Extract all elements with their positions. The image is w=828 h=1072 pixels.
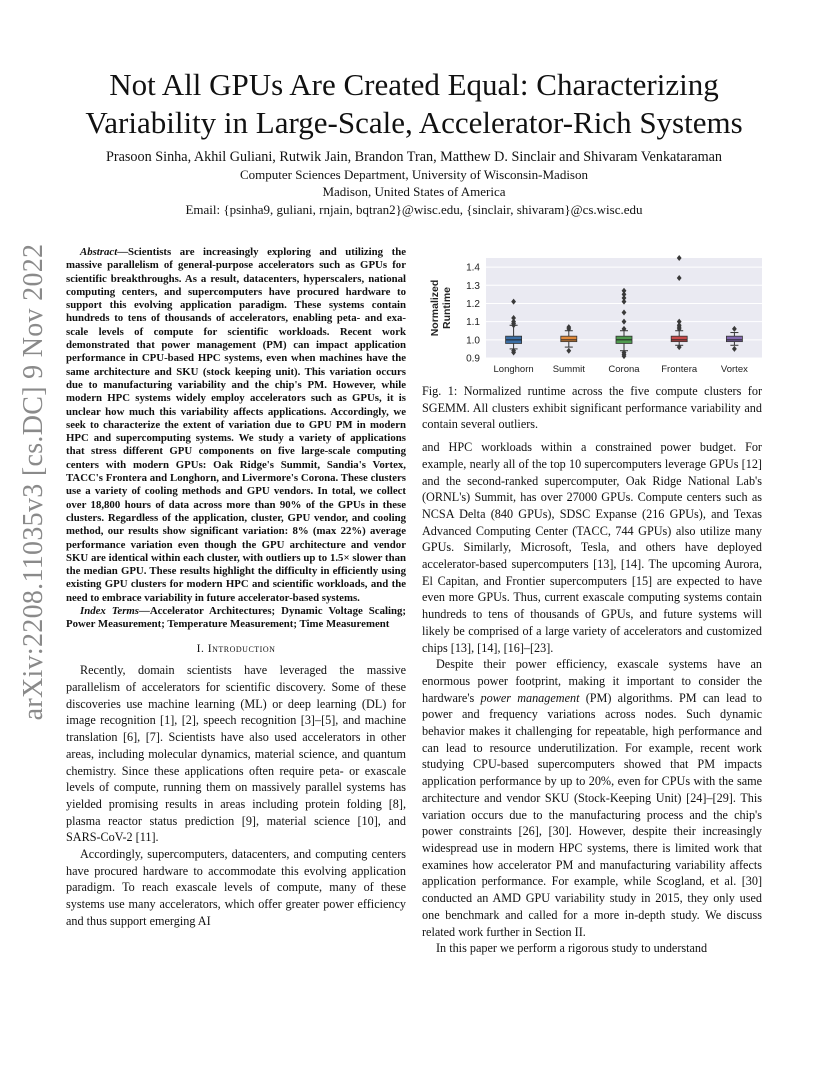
x-tick-label-longhorn: Longhorn [493, 364, 534, 375]
right-paragraph-2 [422, 656, 762, 940]
affiliation-department: Computer Sciences Department, University of Wisconsin-Madison [239, 167, 588, 182]
y-tick-label: 1.3 [466, 280, 480, 292]
x-tick-label-corona: Corona [608, 364, 640, 375]
section-heading-introduction: I. Introduction [196, 641, 276, 655]
index-terms-body: —Accelerator Architectures; Dynamic Voltage Scaling; Power Measurement; Temperature Measurement; Time Measurement [66, 605, 406, 631]
x-tick-label-frontera: Frontera [661, 364, 698, 375]
abstract-body: —Scientists are increasingly exploring and utilizing the massive parallelism of general-purpose accelerators such as GPUs for scientific breakthroughs. As a result, datacenters, hyperscalers, national computing centers, and supercomputers have procured hardware to support this evolving application paradigm. These systems contain hundreds to tens of thousands of accelerators, enabling peta- and exa-scale levels of compute for scientific workloads. Recent work demonstrated that power management (PM) can impact application performance in CPU-based HPC systems, even when machines have the same architecture and SKU (stock keeping unit). This variation occurs due to manufacturing variability and the chip's PM. However, while modern HPC systems widely employ accelerators such as GPUs, it is unclear how much this variability affects applications. Accordingly, we seek to characterize the extent of variation due to GPU PM in modern HPC and supercomputing systems. We study a variety of applications that stress different GPU components on five large-scale computing centers with modern GPUs: Oak Ridge's Summit, Sandia's Vortex, TACC's Frontera and Longhorn, and Livermore's Corona. These clusters use a variety of cooling methods and GPU vendors. In total, we collect over 18,800 hours of data across more than 90% of the GPUs in these clusters. Regardless of the application, cluster, GPU vendor, and cooling method, our results show significant variation: 8% (max 22%) average performance variation even though the GPU architecture and vendor SKU are identical within each cluster, with outliers up to 1.5× slower than the median GPU. These results highlight the difficulty in efficiently using existing GPU clusters for modern HPC and scientific workloads, and the need to embrace variability in future accelerator-based systems. [66, 246, 406, 604]
x-tick-label-summit: Summit [552, 364, 585, 375]
right-paragraph-2-emphasis: power management [480, 690, 580, 705]
y-axis-label-line-2: Runtime [441, 287, 453, 329]
x-tick-label-vortex: Vortex [720, 364, 748, 375]
author-list: Prasoon Sinha, Akhil Guliani, Rutwik Jain, Brandon Tran, Matthew D. Sinclair and Shivaram Venkataraman [105, 149, 723, 165]
right-paragraph-3: In this paper we perform a rigorous study to understand [436, 941, 708, 956]
figure-caption: Fig. 1: Normalized runtime across the five compute clusters for SGEMM. All clusters exhibit significant performance variability and contain several outliers. [422, 384, 762, 432]
right-paragraph-1: and HPC workloads within a constrained power budget. For example, nearly all of the top 10 supercomputers leverage GPUs [12] and the second-ranked supercomputer, Oak Ridge National Lab's (ORNL's) Summit, has over 27000 GPUs. Compute centers such as NCSA Delta (840 GPUs), SDSC Expanse (216 GPUs), and Texas Advanced Computing Center (TACC, 744 GPUs) also utilize many GPUs. Similarly, Microsoft, Tesla, and others have deployed accelerator-based supercomputers [13], [14]. The upcoming Aurora, El Capitan, and Frontier supercomputers [15] are expected to have even more GPUs. Thus, current exascale computing systems contain hundreds to tens of thousands of GPUs, and future systems will likely be comprised of a large variety of accelerators and customized chips [13], [14], [16]–[23]. [422, 440, 762, 655]
affiliation-location: Madison, United States of America [322, 184, 506, 199]
paper-title [40, 66, 788, 142]
title-line-1: Not All GPUs Are Created Equal: Characterizing [109, 67, 719, 102]
y-tick-label: 1.1 [466, 317, 480, 329]
boxplot-chart [422, 252, 768, 380]
arxiv-stamp-text: arXiv:2208.11035v3 [cs.DC] 9 Nov 2022 [18, 243, 49, 721]
intro-paragraph-1: Recently, domain scientists have leveraged the massive parallelism of accelerators for scientific discovery. Some of these discoveries use machine learning (ML) or deep learning (DL) for image recognition [1], [2], speech recognition [3]–[5], and machine translation [6], [7]. Scientists have also used accelerators in other areas, including molecular dynamics, material science, and quantum chemistry. Since these applications often require peta- or exascale levels of compute, running them on massively parallel systems has yielded promising results in areas including protein folding [8], plasma reactor status prediction [9], material science [10], and SARS-CoV-2 [11]. [66, 663, 406, 845]
left-column [66, 246, 406, 930]
figure-1 [422, 252, 768, 380]
intro-paragraph-2: Accordingly, supercomputers, datacenters, and computing centers have procured hardware to accommodate this evolving application paradigm. To reach exascale levels of compute, many of these systems use many accelerators, which offer greater power efficiency and thus support emerging AI [66, 847, 406, 928]
right-paragraph-2-part-b: (PM) algorithms. PM can lead to power and frequency variations across nodes. Such dynamic behavior makes it challenging for repeatable, high performance and can lead to resource underutilization. For example, recent work studying CPU-based supercomputers showed that PM impacts application performance by up to 20%, even for CPUs with the same architecture and vendor SKU (Stock-Keeping Unit) [24]–[29]. This variation occurs due to the manufacturing process and the chip's power constraints [26], [30]. However, despite their increasingly widespread use in modern HPC systems, there is limited work that examines how accelerator PM and manufacturing variability affects application performance. For example, while Scogland, et al. [30] conducted an AMD GPU variability study in 2015, they only used one benchmark and called for a more in-depth study. We discuss related work further in Section II. [422, 690, 762, 939]
y-tick-label: 1.0 [466, 335, 480, 347]
box-vortex [726, 336, 742, 341]
box-summit [561, 336, 577, 341]
box-frontera [671, 336, 687, 341]
y-tick-label: 1.2 [466, 298, 480, 310]
y-tick-label: 1.4 [466, 262, 480, 274]
author-emails: Email: {psinha9, guliani, rnjain, bqtran2}@wisc.edu, {sinclair, shivaram}@cs.wisc.edu [185, 202, 643, 217]
title-line-2: Variability in Large-Scale, Accelerator-Rich Systems [85, 105, 743, 140]
abstract-lead: Abstract [80, 246, 118, 258]
y-tick-label: 0.9 [466, 353, 480, 365]
index-terms [66, 605, 406, 632]
right-column [422, 383, 762, 957]
abstract [66, 246, 406, 605]
index-terms-lead: Index Terms [80, 605, 140, 618]
y-axis-label-line-1: Normalized [429, 279, 441, 337]
right-paragraph-2-part-a: Despite their power efficiency, exascale systems have an enormous power footprint, making it important to consider the hardware's [422, 657, 762, 705]
